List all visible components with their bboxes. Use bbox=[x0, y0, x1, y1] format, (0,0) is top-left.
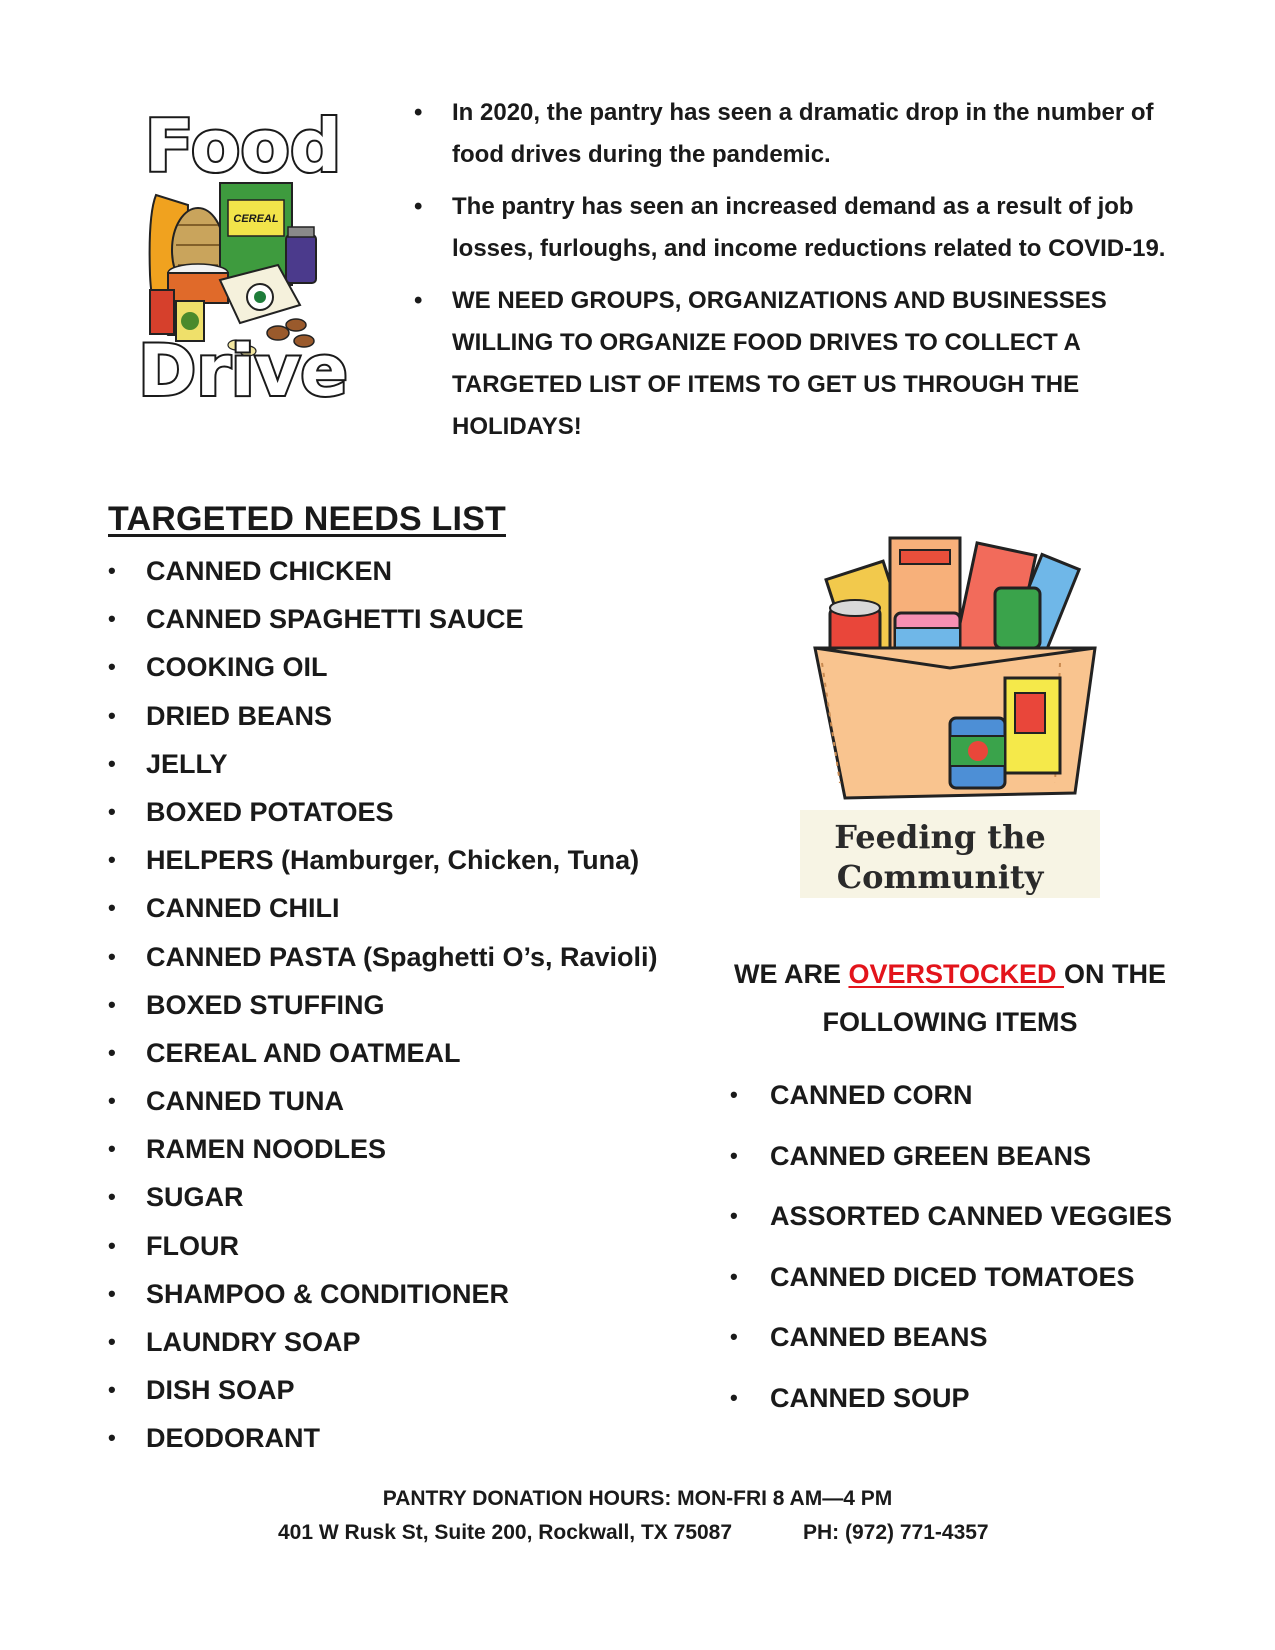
needs-list-item: • JELLY bbox=[108, 749, 728, 797]
overstocked-list-item: • CANNED DICED TOMATOES bbox=[730, 1262, 1200, 1323]
needs-list-item: • HELPERS (Hamburger, Chicken, Tuna) bbox=[108, 845, 728, 893]
needs-list-item: • CANNED TUNA bbox=[108, 1086, 728, 1134]
overstocked-list-item: • CANNED BEANS bbox=[730, 1322, 1200, 1383]
needs-list-item: • SUGAR bbox=[108, 1182, 728, 1230]
needs-list-item: • CANNED SPAGHETTI SAUCE bbox=[108, 604, 728, 652]
overstocked-list-item: • CANNED SOUP bbox=[730, 1383, 1200, 1444]
donation-hours: PANTRY DONATION HOURS: MON-FRI 8 AM—4 PM bbox=[382, 1487, 893, 1510]
needs-list-item: • COOKING OIL bbox=[108, 652, 728, 700]
overstocked-suffix: ON THE bbox=[1064, 959, 1167, 989]
logo-word-food: Food bbox=[144, 105, 342, 188]
targeted-needs-list bbox=[108, 556, 728, 1472]
needs-list-item: • SHAMPOO & CONDITIONER bbox=[108, 1279, 728, 1327]
overstocked-highlight: OVERSTOCKED bbox=[848, 959, 1065, 989]
feeding-community-illustration bbox=[800, 528, 1110, 918]
cereal-label: CEREAL bbox=[233, 213, 279, 225]
targeted-needs-title: TARGETED NEEDS LIST bbox=[108, 500, 506, 538]
needs-list-item: • BOXED POTATOES bbox=[108, 797, 728, 845]
needs-list-item: • CANNED CHILI bbox=[108, 893, 728, 941]
needs-list-item: • CEREAL AND OATMEAL bbox=[108, 1038, 728, 1086]
overstocked-heading-line-1 bbox=[700, 950, 1200, 998]
needs-list-item: • LAUNDRY SOAP bbox=[108, 1327, 728, 1375]
needs-list-item: • DEODORANT bbox=[108, 1423, 728, 1471]
overstocked-list-item: • CANNED GREEN BEANS bbox=[730, 1141, 1200, 1202]
needs-list-item: • CANNED PASTA (Spaghetti O’s, Ravioli) bbox=[108, 942, 728, 990]
intro-bullet: • In 2020, the pantry has seen a dramatic drop in the number of food drives during the pandemic. bbox=[412, 92, 1172, 176]
overstocked-prefix: WE ARE bbox=[733, 959, 849, 989]
overstocked-list bbox=[730, 1080, 1200, 1443]
logo-word-drive: Drive bbox=[138, 330, 348, 412]
food-drive-logo bbox=[128, 105, 358, 415]
needs-list-item: • RAMEN NOODLES bbox=[108, 1134, 728, 1182]
overstocked-heading-line-2: FOLLOWING ITEMS bbox=[822, 1007, 1078, 1037]
needs-list-item: • DRIED BEANS bbox=[108, 701, 728, 749]
overstocked-heading bbox=[700, 950, 1200, 1046]
needs-list-item: • BOXED STUFFING bbox=[108, 990, 728, 1038]
intro-bullet: • WE NEED GROUPS, ORGANIZATIONS AND BUSINESSES WILLING TO ORGANIZE FOOD DRIVES TO COLLECT A TARGETED LIST OF ITEMS TO GET US THROUGH THE HOLIDAYS! bbox=[412, 280, 1172, 448]
overstocked-list-item: • CANNED CORN bbox=[730, 1080, 1200, 1141]
pantry-phone: PH: (972) 771-4357 bbox=[803, 1521, 989, 1544]
grocery-box-illustration bbox=[815, 538, 1095, 798]
intro-bullet: • The pantry has seen an increased demand as a result of job losses, furloughs, and income reductions related to COVID-19. bbox=[412, 186, 1172, 270]
needs-list-item: • CANNED CHICKEN bbox=[108, 556, 728, 604]
caption-line-2: Community bbox=[836, 858, 1044, 896]
needs-list-item: • DISH SOAP bbox=[108, 1375, 728, 1423]
intro-bullet-list bbox=[412, 92, 1172, 458]
needs-list-item: • FLOUR bbox=[108, 1231, 728, 1279]
pantry-address: 401 W Rusk St, Suite 200, Rockwall, TX 75087 bbox=[278, 1521, 733, 1544]
overstocked-list-item: • ASSORTED CANNED VEGGIES bbox=[730, 1201, 1200, 1262]
caption-line-1: Feeding the bbox=[834, 818, 1046, 856]
